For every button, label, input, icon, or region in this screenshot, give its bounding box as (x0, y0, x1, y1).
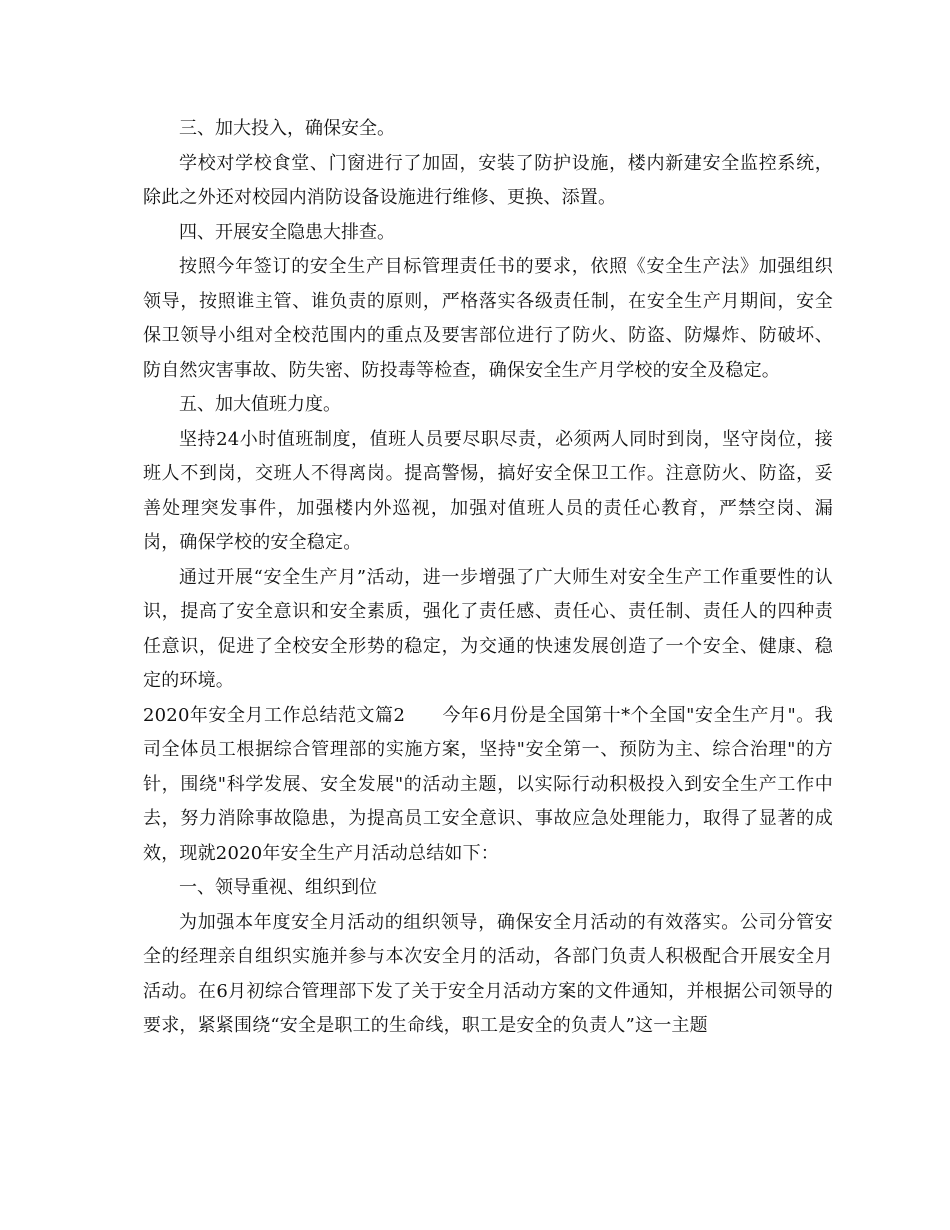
section-heading-3: 三、加大投入，确保安全。 (179, 118, 395, 139)
article-2-title: 2020年安全月工作总结范文篇2 (143, 704, 406, 726)
body-paragraph-3: 坚持24小时值班制度，值班人员要尽职尽责，必须两人同时到岗，坚守岗位，接班人不到岗，交班人不得离岗。提高警惕，搞好安全保卫工作。注意防火、防盗，妥善处理突发事件，加强楼内外巡视，加强对值班人员的责任心教育，严禁空岗、漏岗，确保学校的安全稳定。 (143, 428, 833, 553)
article-2-spacer (405, 705, 442, 726)
section-heading-1: 一、领导重视、组织到位 (179, 877, 377, 898)
section-heading-4: 四、开展安全隐患大排查。 (179, 221, 395, 243)
section-heading-5: 五、加大值班力度。 (179, 394, 341, 415)
body-paragraph-4: 通过开展“安全生产月”活动，进一步增强了广大师生对安全生产工作重要性的认识，提高了安全意识和安全素质，强化了责任感、责任心、责任制、责任人的四种责任意识，促进了全校安全形势的稳定，为交通的快速发展创造了一个安全、健康、稳定的环境。 (143, 566, 833, 691)
article-2-intro-paragraph (143, 699, 833, 872)
body-paragraph-2: 按照今年签订的安全生产目标管理责任书的要求，依照《安全生产法》加强组织领导，按照谁主管、谁负责的原则，严格落实各级责任制，在安全生产月期间，安全保卫领导小组对全校范围内的重点及要害部位进行了防火、防盗、防爆炸、防破坏、防自然灾害事故、防失密、防投毒等检查，确保安全生产月学校的安全及稳定。 (143, 256, 833, 381)
document-page (143, 112, 833, 1044)
article-2-intro-text: 今年6月份是全国第十*个全国"安全生产月"。我司全体员工根据综合管理部的实施方案，坚持"安全第一、预防为主、综合治理"的方针，围绕"科学发展、安全发展"的活动主题，以实际行动积极投入到安全生产工作中去，努力消除事故隐患，为提高员工安全意识、事故应急处理能力，取得了显著的成效，现就2020年安全生产月活动总结如下： (143, 704, 834, 864)
body-paragraph-5: 为加强本年度安全月活动的组织领导，确保安全月活动的有效落实。公司分管安全的经理亲自组织实施并参与本次安全月的活动，各部门负责人积极配合开展安全月活动。在6月初综合管理部下发了关于安全月活动方案的文件通知，并根据公司领导的要求，紧紧围绕“安全是职工的生命线，职工是安全的负责人”这一主题 (143, 911, 833, 1036)
body-paragraph-1: 学校对学校食堂、门窗进行了加固，安装了防护设施，楼内新建安全监控系统，除此之外还对校园内消防设备设施进行维修、更换、添置。 (143, 152, 833, 208)
